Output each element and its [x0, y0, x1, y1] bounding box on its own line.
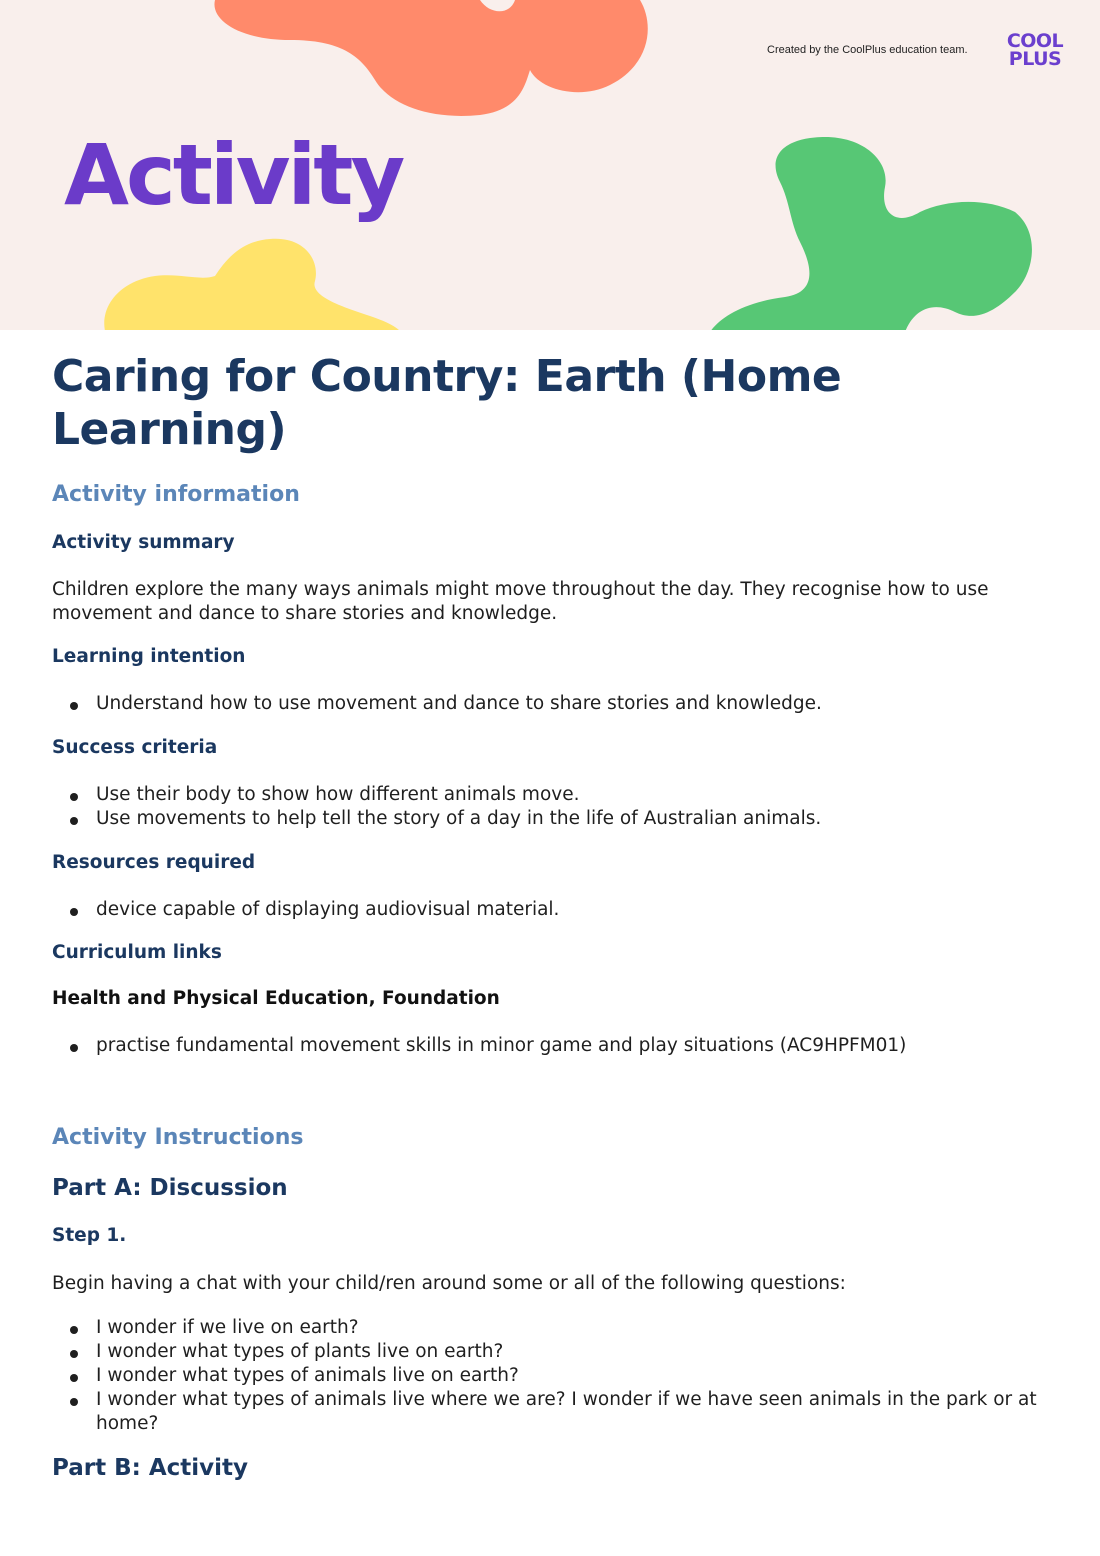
activity-information-heading: Activity information [52, 482, 300, 507]
curriculum-links-heading: Curriculum links [52, 942, 222, 963]
activity-instructions-heading: Activity Instructions [52, 1125, 304, 1150]
list-item: I wonder what types of animals live where we are? I wonder if we have seen animals in the park or at home? [52, 1388, 1052, 1436]
part-b-heading: Part B: Activity [52, 1455, 249, 1481]
list-item: I wonder what types of plants live on earth? [52, 1340, 1052, 1364]
logo-line-cool: COOL [1006, 30, 1064, 52]
success-criteria-heading: Success criteria [52, 737, 218, 758]
success-criteria-list [52, 783, 1052, 831]
list-item: device capable of displaying audiovisual material. [52, 898, 1052, 922]
learning-intention-heading: Learning intention [52, 646, 246, 667]
header-banner [0, 0, 1100, 330]
credit-text: Created by the CoolPlus education team. [767, 44, 968, 56]
logo-line-plus: PLUS [1008, 48, 1062, 70]
orange-blob-decoration [200, 0, 660, 125]
activity-summary-text: Children explore the many ways animals might move throughout the day. They recognise how to use movement and dance to share stories and knowledge. [52, 579, 989, 624]
list-item: practise fundamental movement skills in minor game and play situations (AC9HPFM01) [52, 1034, 1052, 1058]
yellow-blob-decoration [100, 236, 400, 330]
list-item: I wonder if we live on earth? [52, 1316, 1052, 1340]
part-a-heading: Part A: Discussion [52, 1175, 288, 1201]
curriculum-subheading: Health and Physical Education, Foundation [52, 988, 500, 1009]
activity-summary-heading: Activity summary [52, 532, 235, 553]
resources-required-heading: Resources required [52, 852, 256, 873]
curriculum-list [52, 1034, 1052, 1058]
coolplus-logo [1000, 32, 1070, 68]
discussion-questions-list [52, 1316, 1052, 1436]
list-item: I wonder what types of animals live on earth? [52, 1364, 1052, 1388]
step-1-heading: Step 1. [52, 1225, 127, 1246]
banner-title: Activity [64, 126, 403, 224]
list-item: Use movements to help tell the story of a day in the life of Australian animals. [52, 807, 1052, 831]
green-blob-decoration [705, 132, 1040, 330]
page-title: Caring for Country: Earth (Home Learning) [52, 351, 842, 455]
step-1-text: Begin having a chat with your child/ren around some or all of the following questions: [52, 1273, 846, 1294]
list-item: Understand how to use movement and dance to share stories and knowledge. [52, 692, 1052, 716]
resources-list [52, 898, 1052, 922]
list-item: Use their body to show how different animals move. [52, 783, 1052, 807]
learning-intention-list [52, 692, 1052, 716]
